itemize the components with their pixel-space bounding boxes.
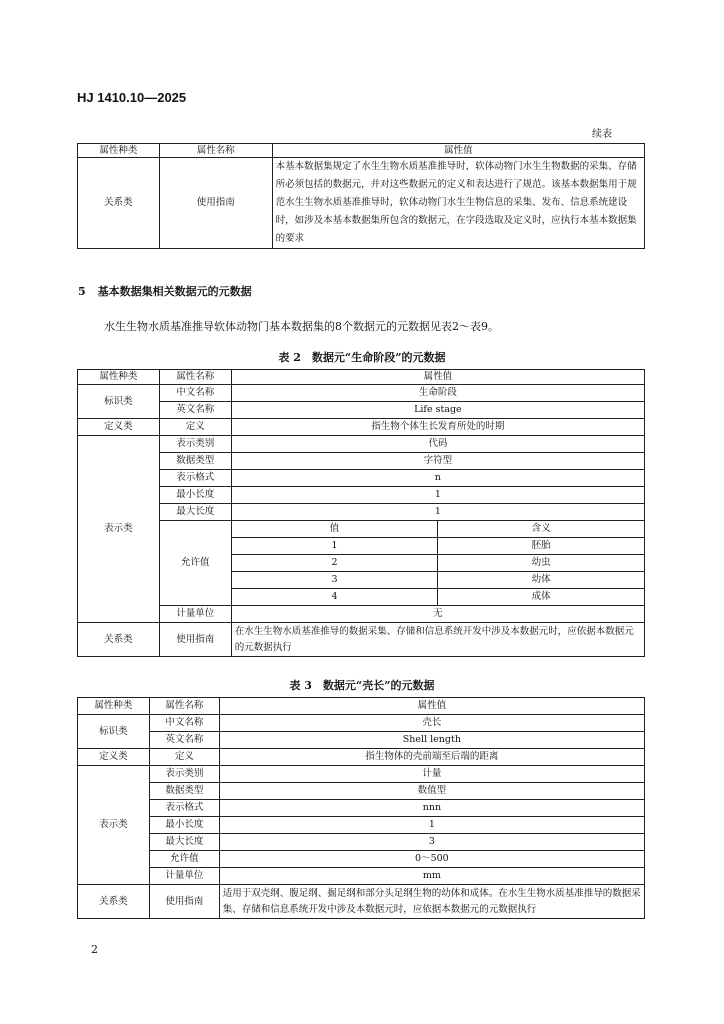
max-length-value: 1	[231, 504, 644, 521]
col-header-name: 属性名称	[159, 370, 231, 385]
format-label: 表示格式	[149, 800, 219, 817]
max-length-value: 3	[219, 834, 644, 851]
guide-value: 适用于双壳纲、腹足纲、掘足纲和部分头足纲生物的幼体和成体。在水生生物水质基准推导的数据采集、存储和信息系统开发中涉及本数据元时，应依据本数据元的元数据执行	[219, 885, 644, 919]
section-heading	[78, 283, 264, 299]
allowed-meaning: 成体	[438, 589, 645, 606]
data-type-value: 字符型	[231, 453, 644, 470]
col-header-value: 属性值	[219, 698, 644, 715]
meaning-header: 含义	[438, 521, 645, 538]
continued-table	[77, 143, 645, 249]
document-header: HJ 1410.10—2025	[77, 90, 187, 105]
allowed-value: 4	[231, 589, 438, 606]
col-header-category: 属性种类	[78, 698, 150, 715]
format-value: nnn	[219, 800, 644, 817]
allowed-values-value: 0～500	[219, 851, 644, 868]
data-type-label: 数据类型	[149, 783, 219, 800]
allowed-meaning: 幼虫	[438, 555, 645, 572]
allowed-value: 2	[231, 555, 438, 572]
allowed-value: 3	[231, 572, 438, 589]
representation-category: 表示类	[78, 766, 150, 885]
repr-type-label: 表示类别	[149, 766, 219, 783]
format-label: 表示格式	[159, 470, 231, 487]
section-title: 基本数据集相关数据元的元数据	[97, 285, 252, 298]
en-name-value: Life stage	[231, 402, 644, 419]
identity-category: 标识类	[78, 385, 160, 419]
value-cell: 本基本数据集规定了水生生物水质基准推导时，软体动物门水生生物数据的采集、存储所必须包括的数据元，并对这些数据元的定义和表达进行了规范。该基本数据集用于规范水生生物水质基准推导时，软体动物门水生生物信息的采集、发布、信息系统建设时，如涉及本基本数据集所包含的数据元，在字段选取及定义时，应执行本基本数据集的要求	[272, 158, 644, 249]
min-length-label: 最小长度	[159, 487, 231, 504]
unit-label: 计量单位	[159, 606, 231, 623]
max-length-label: 最大长度	[159, 504, 231, 521]
value-header: 值	[231, 521, 438, 538]
allowed-values-label: 允许值	[149, 851, 219, 868]
col-header-category: 属性种类	[78, 370, 160, 385]
table2-caption: 表 2 数据元“生命阶段”的元数据	[278, 351, 446, 364]
unit-value: 无	[231, 606, 644, 623]
cn-name-value: 壳长	[219, 715, 644, 732]
continued-label: 续表	[592, 129, 612, 140]
definition-label: 定义	[149, 749, 219, 766]
guide-label: 使用指南	[159, 623, 231, 657]
col-header-value: 属性值	[231, 370, 644, 385]
min-length-value: 1	[231, 487, 644, 504]
definition-category: 定义类	[78, 749, 150, 766]
en-name-value: Shell length	[219, 732, 644, 749]
col-header-value: 属性值	[272, 144, 644, 158]
repr-type-value: 代码	[231, 436, 644, 453]
format-value: n	[231, 470, 644, 487]
cn-name-value: 生命阶段	[231, 385, 644, 402]
page-number: 2	[91, 943, 98, 956]
allowed-meaning: 幼体	[438, 572, 645, 589]
max-length-label: 最大长度	[149, 834, 219, 851]
relation-category: 关系类	[78, 623, 160, 657]
guide-label: 使用指南	[149, 885, 219, 919]
repr-type-label: 表示类别	[159, 436, 231, 453]
data-type-label: 数据类型	[159, 453, 231, 470]
unit-label: 计量单位	[149, 868, 219, 885]
min-length-value: 1	[219, 817, 644, 834]
table2	[77, 369, 645, 657]
allowed-values-label: 允许值	[159, 521, 231, 606]
table3-caption: 表 3 数据元“壳长”的元数据	[289, 679, 435, 692]
representation-category: 表示类	[78, 436, 160, 623]
cn-name-label: 中文名称	[159, 385, 231, 402]
relation-category: 关系类	[78, 885, 150, 919]
allowed-value: 1	[231, 538, 438, 555]
name-cell: 使用指南	[159, 158, 272, 249]
definition-value: 指生物个体生长发育所处的时期	[231, 419, 644, 436]
table3	[77, 697, 645, 919]
guide-value: 在水生生物水质基准推导的数据采集、存储和信息系统开发中涉及本数据元时，应依据本数据元的元数据执行	[231, 623, 644, 657]
col-header-category: 属性种类	[78, 144, 160, 158]
section-number: 5	[78, 285, 86, 298]
repr-type-value: 计量	[219, 766, 644, 783]
definition-value: 指生物体的壳前端至后端的距离	[219, 749, 644, 766]
col-header-name: 属性名称	[149, 698, 219, 715]
allowed-meaning: 胚胎	[438, 538, 645, 555]
category-cell: 关系类	[78, 158, 160, 249]
unit-value: mm	[219, 868, 644, 885]
en-name-label: 英文名称	[149, 732, 219, 749]
body-paragraph: 水生生物水质基准推导软体动物门基本数据集的8个数据元的元数据见表2～表9。	[104, 320, 499, 333]
en-name-label: 英文名称	[159, 402, 231, 419]
min-length-label: 最小长度	[149, 817, 219, 834]
identity-category: 标识类	[78, 715, 150, 749]
definition-category: 定义类	[78, 419, 160, 436]
definition-label: 定义	[159, 419, 231, 436]
col-header-name: 属性名称	[159, 144, 272, 158]
data-type-value: 数值型	[219, 783, 644, 800]
cn-name-label: 中文名称	[149, 715, 219, 732]
